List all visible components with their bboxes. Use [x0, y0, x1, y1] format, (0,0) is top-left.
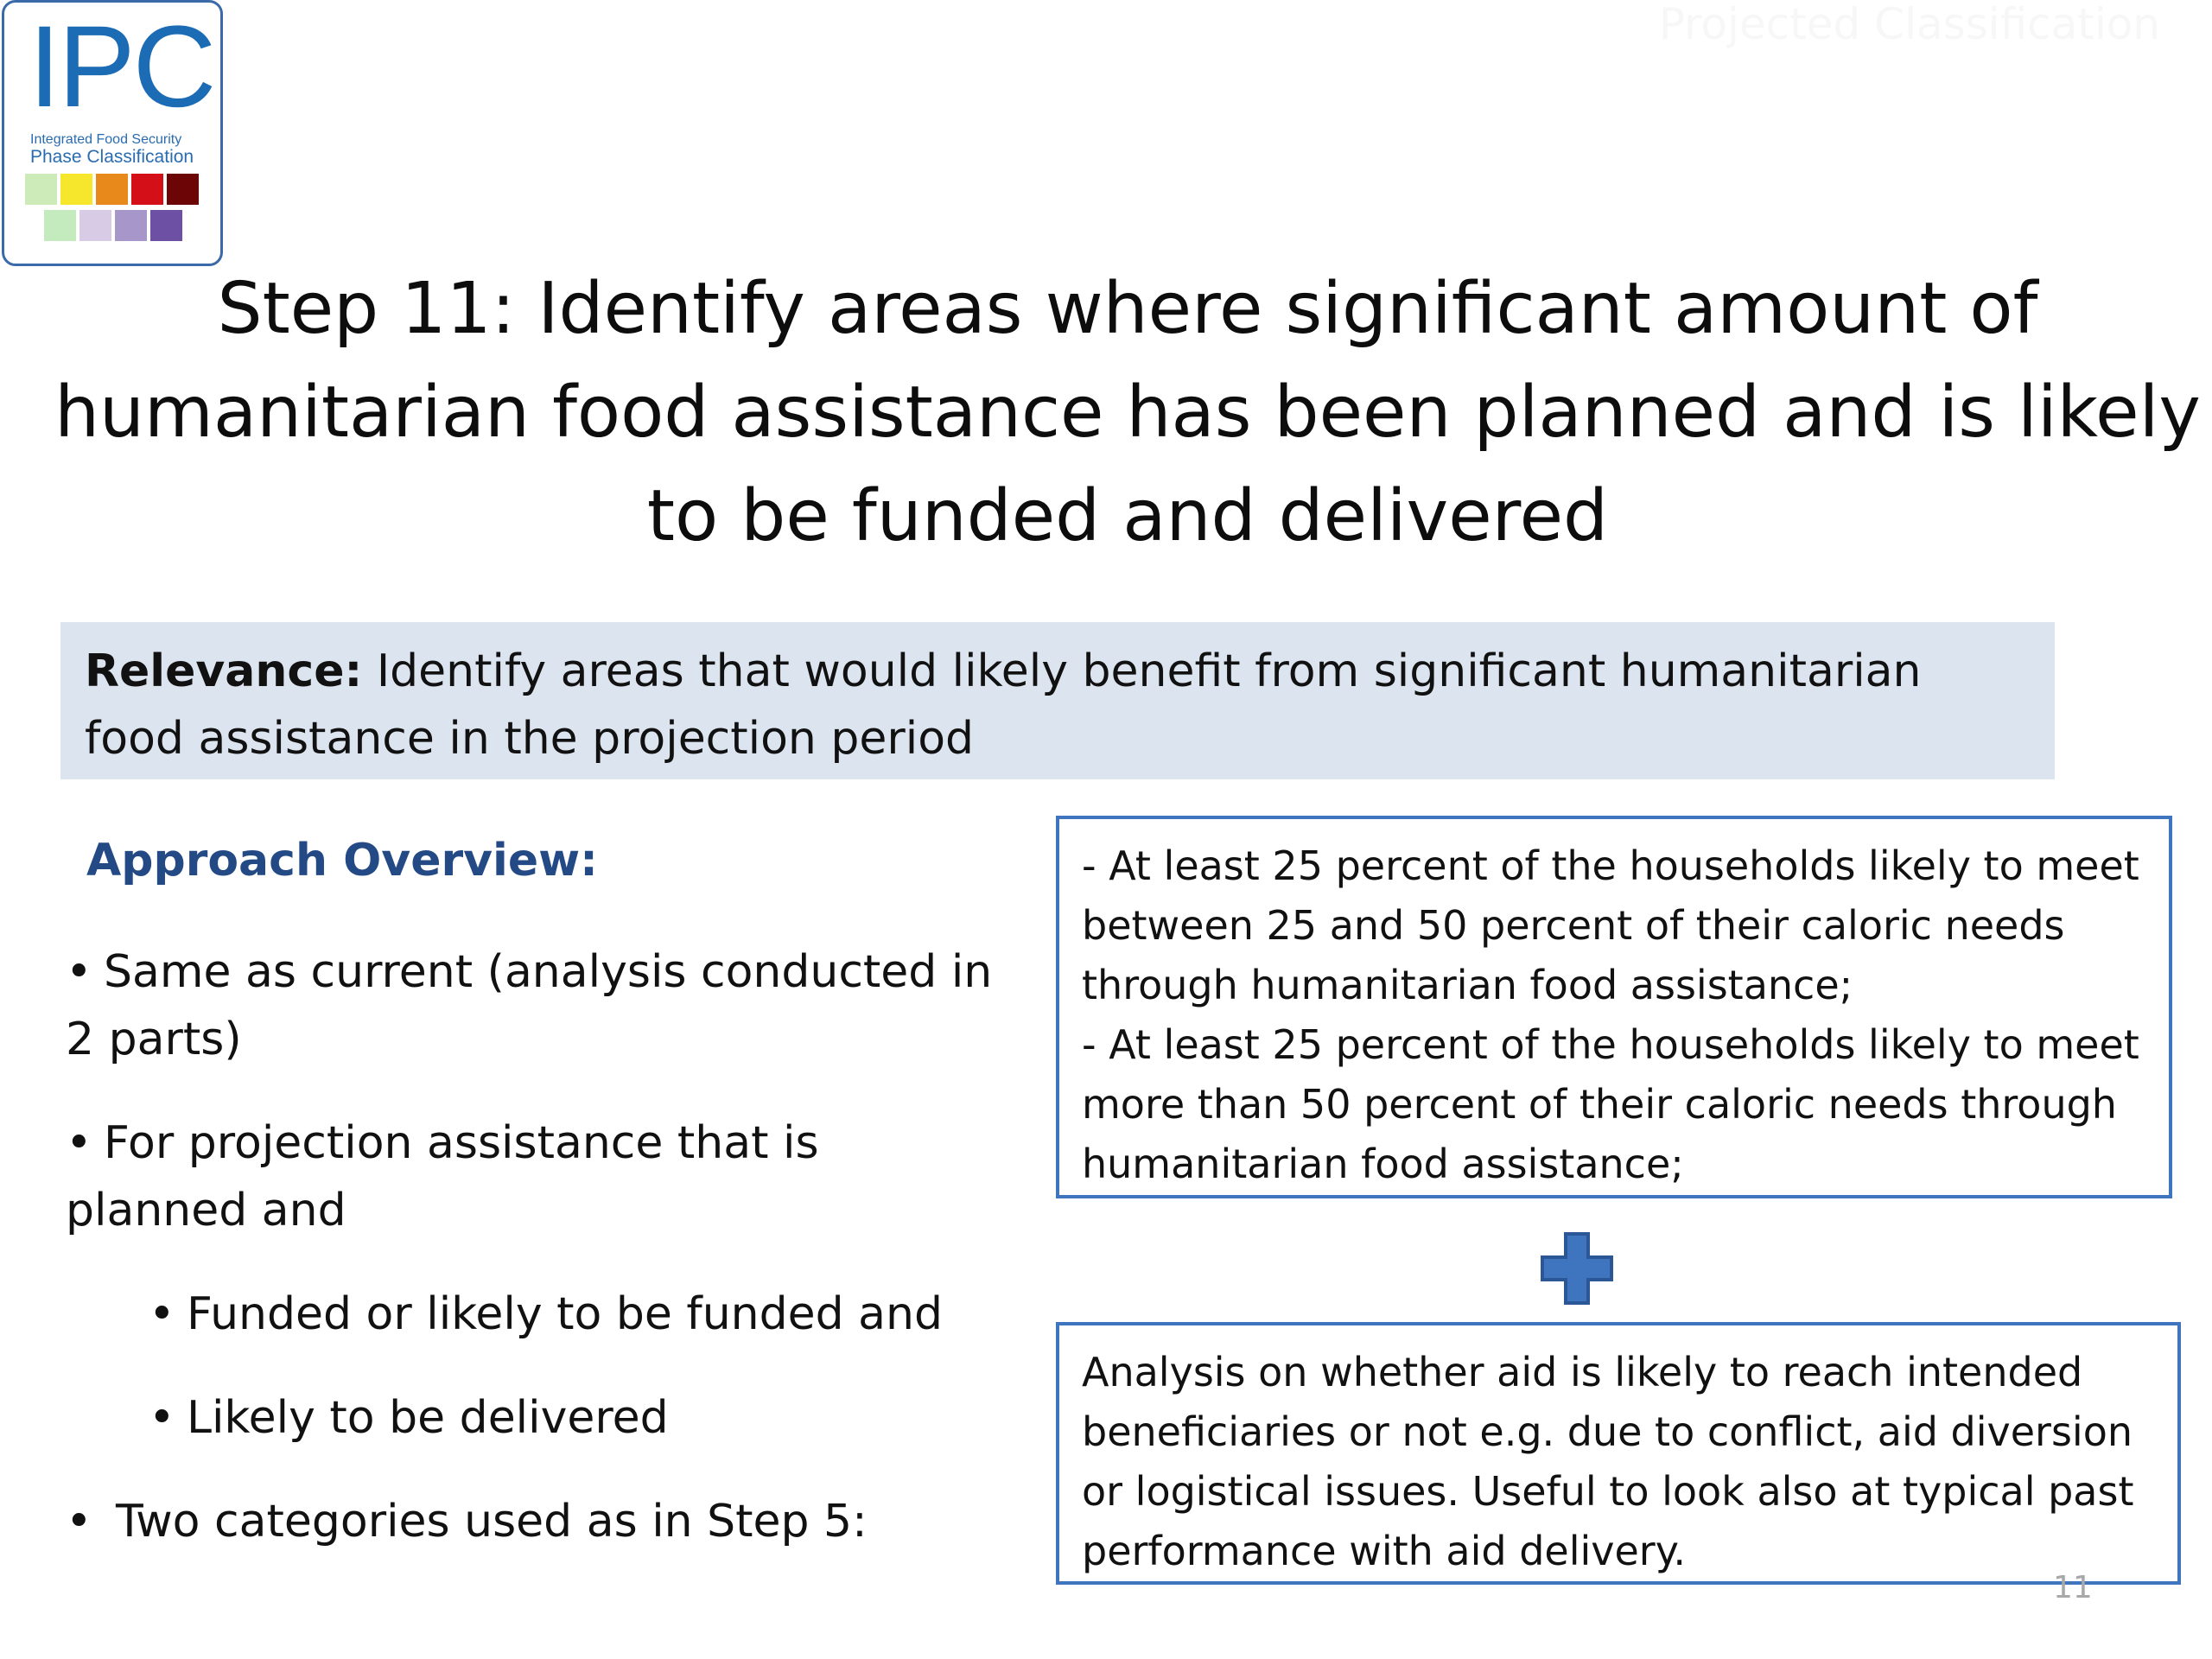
page-number: 11	[2053, 1570, 2093, 1605]
logo-swatch	[60, 174, 92, 205]
logo-swatch	[150, 210, 182, 241]
ipc-logo	[2, 0, 223, 266]
logo-letters: IPC	[29, 3, 214, 131]
bullet-glyph: •	[149, 1392, 175, 1444]
bullet-glyph: •	[66, 1496, 92, 1548]
logo-swatch	[25, 174, 57, 205]
plus-icon	[1540, 1231, 1614, 1306]
analysis-box	[1056, 1322, 2181, 1585]
logo-swatch	[131, 174, 163, 205]
criteria-line: - At least 25 percent of the households likely to meet more than 50 percent of their caloric needs through humanitarian food assistance;	[1082, 1021, 2139, 1187]
faint-header-label: Projected Classification	[1658, 0, 2160, 49]
slide-title-line: Step 11: Identify areas where significant amount of	[217, 268, 2038, 350]
logo-subtitle-line1: Integrated Food Security	[30, 132, 182, 147]
relevance-text: Identify areas that would likely benefit from significant humanitarian food assistance in the projection period	[85, 645, 1922, 765]
sub-bullet-item	[149, 1384, 1013, 1452]
logo-swatch	[44, 210, 76, 241]
bullet-text: Likely to be delivered	[187, 1392, 669, 1444]
logo-swatch	[96, 174, 128, 205]
slide-title-line: humanitarian food assistance has been planned and is likely	[54, 372, 2201, 454]
bullet-text: Two categories used as in Step 5:	[116, 1496, 868, 1548]
sub-bullet-item	[149, 1281, 1013, 1348]
logo-subtitle	[30, 132, 212, 167]
bullet-item	[66, 1488, 1016, 1555]
bullet-text: Funded or likely to be funded and	[187, 1288, 943, 1340]
relevance-label: Relevance:	[85, 645, 363, 697]
logo-swatch	[167, 174, 199, 205]
bullet-item	[66, 1109, 930, 1244]
logo-swatch	[115, 210, 147, 241]
bullet-item	[66, 938, 1007, 1073]
logo-subtitle-line2: Phase Classification	[30, 147, 194, 167]
bullet-text: For projection assistance that is planned and	[66, 1117, 819, 1236]
plus-icon-shape	[1542, 1234, 1611, 1303]
criteria-line: - At least 25 percent of the households likely to meet between 25 and 50 percent of their caloric needs through humanitarian food assistance;	[1082, 842, 2139, 1008]
analysis-text: Analysis on whether aid is likely to reach intended beneficiaries or not e.g. due to conflict, aid diversion or logistical issues. Useful to look also at typical past performance with aid delivery.	[1082, 1349, 2134, 1574]
bullet-glyph: •	[66, 946, 92, 998]
bullet-glyph: •	[66, 1117, 92, 1169]
approach-heading: Approach Overview:	[86, 835, 598, 887]
bullet-glyph: •	[149, 1288, 175, 1340]
criteria-box	[1056, 816, 2172, 1198]
slide-title-line: to be funded and delivered	[646, 475, 1609, 557]
logo-swatch	[79, 210, 111, 241]
relevance-band	[60, 622, 2055, 779]
slide-title	[52, 257, 2203, 569]
bullet-text: Same as current (analysis conducted in 2 parts)	[66, 946, 993, 1065]
